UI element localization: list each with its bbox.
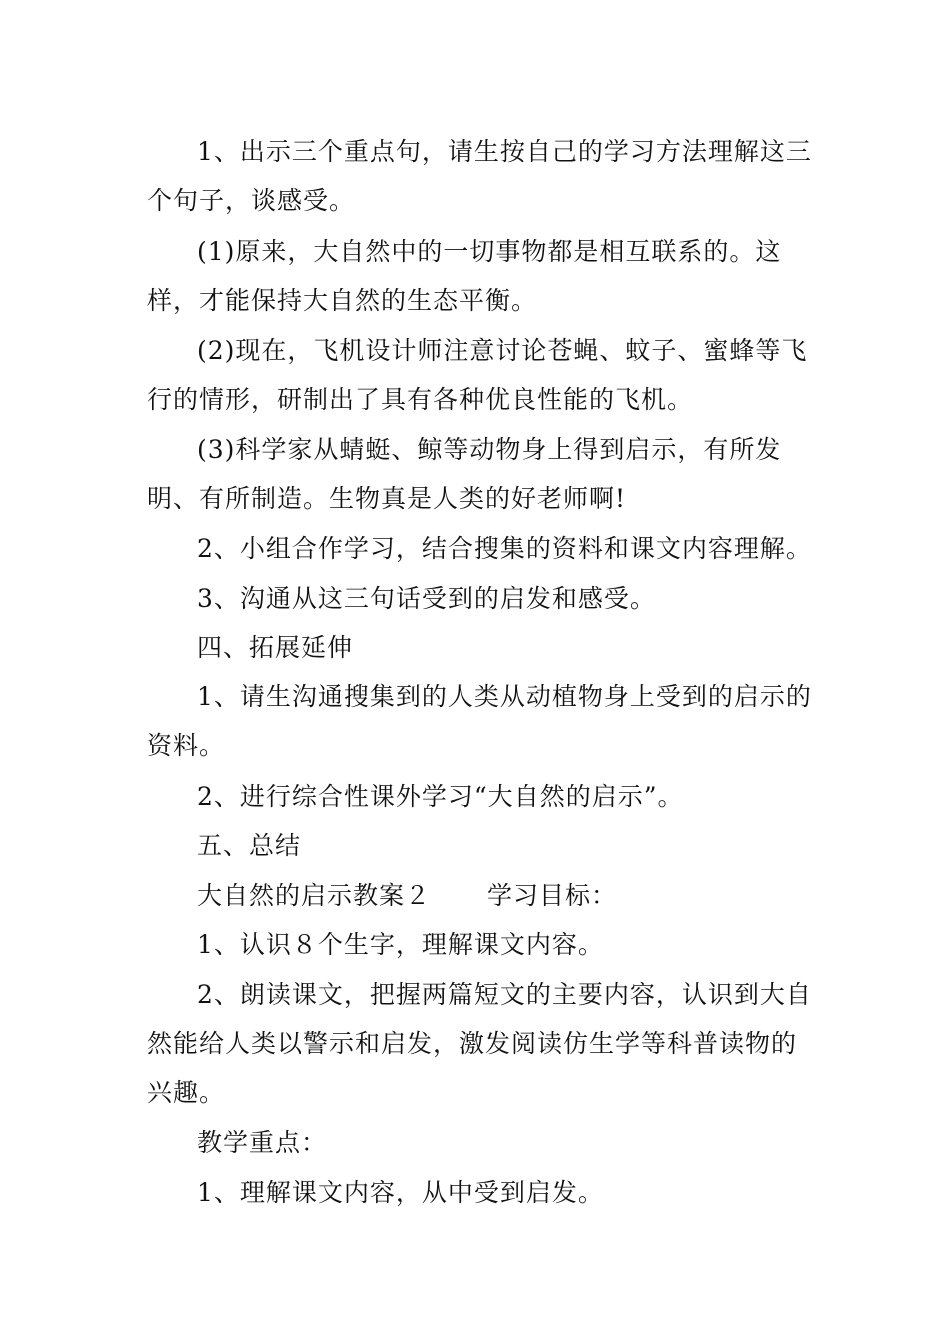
paragraph-sentence-1: (1)原来，大自然中的一切事物都是相互联系的。这样，才能保持大自然的生态平衡。 xyxy=(147,237,782,315)
objective-1: 1、认识８个生字，理解课文内容。 xyxy=(197,930,604,959)
section-heading-summary: 五、总结 xyxy=(197,831,302,860)
paragraph-key-sentences: 1、出示三个重点句，请生按自己的学习方法理解这三个句子，谈感受。 xyxy=(147,137,812,215)
section-heading-extension: 四、拓展延伸 xyxy=(197,633,354,662)
lesson-title: 大自然的启示教案２ xyxy=(197,881,432,910)
lesson-subtitle: 学习目标： xyxy=(487,881,618,910)
paragraph-share-feelings: 3、沟通从这三句话受到的启发和感受。 xyxy=(197,584,656,613)
paragraph-sentence-3: (3)科学家从蜻蜓、鲸等动物身上得到启示，有所发明、有所制造。生物真是人类的好老师啊! xyxy=(147,435,782,513)
paragraph-sentence-2: (2)现在，飞机设计师注意讨论苍蝇、蚊子、蜜蜂等飞行的情形，研制出了具有各种优良性能的飞机。 xyxy=(147,336,808,414)
paragraph-share-materials: 1、请生沟通搜集到的人类从动植物身上受到的启示的资料。 xyxy=(147,682,812,760)
paragraph-group-study: 2、小组合作学习，结合搜集的资料和课文内容理解。 xyxy=(197,534,812,563)
section-heading-key-points: 教学重点： xyxy=(197,1128,328,1157)
objective-2: 2、朗读课文，把握两篇短文的主要内容，认识到大自然能给人类以警示和启发，激发阅读仿生学等科普读物的兴趣。 xyxy=(147,980,812,1107)
lesson-title-line xyxy=(197,871,617,920)
key-point-1: 1、理解课文内容，从中受到启发。 xyxy=(197,1178,604,1207)
paragraph-extracurricular: 2、进行综合性课外学习“大自然的启示”。 xyxy=(197,782,684,811)
